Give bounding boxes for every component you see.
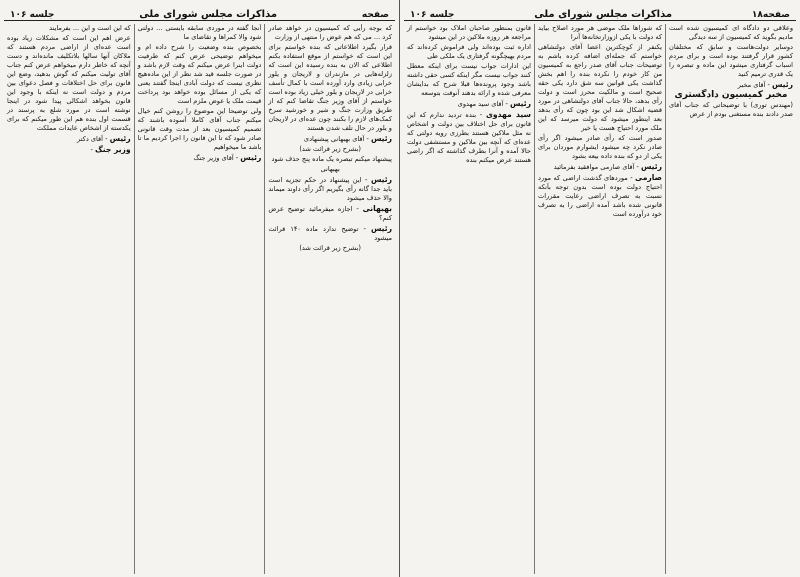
page-header [404,4,796,21]
speaker-name: رئیس [771,80,793,89]
session-label: جلسه ۱۰۶ [10,10,55,20]
speaker-paragraph [669,80,793,90]
body-paragraph: قرار بگیرد اطلاعاتی که بنده خواستم برای این است که خواستم از موقع استفاده بکنم اطلاعی که الان به بنده رسیده این است که زلزله‌هایی در مازندران و لاریجان و یلور خرابی زیادی وارد آورده است با کمال تأسف خرابی در لاریجان و یلور خیلی زیاد بوده است خواستم از آقای وزیر جنگ تقاضا کنم که از طریق وزارت جنگ و شیر و خورشید سرخ کمک‌های لازم را بکنند چون عده‌ای در لاریجان و یلور در حال تلف شدن هستند [268,43,392,132]
text-column [4,24,135,574]
body-paragraph: این ادارات جواب نیست برای اینکه معطل کنند جواب نیست مگر اینکه کسی حقی داشته باشد وجود پرونده‌ها قبلا شرح که بدایشان معرفی شده و ارائه بدهند آنوقت بتوسعه [407,62,531,97]
speaker-name: سید مهدوی [485,110,531,119]
body-paragraph: وعلاقی دو دادگاه ای کمیسیون شده است مادیم بگوید که کمیسیون از سه دیدگی [669,24,793,41]
separator: - [358,225,371,233]
text-column [535,24,666,574]
speaker-paragraph [268,134,392,144]
body-paragraph: آنجا گفته در موردی سابقه بایستی ... دولتی شود والا کمراها و تقاضای ما [137,24,262,41]
speaker-name: رئیس [370,134,392,143]
body-paragraph: که شوراها ملک موضی هر مورد اصلاح بیاید که دولت با یکی ازوزارتخانه‌ها آنرا [538,24,662,41]
speech-text: آقای صارمی موافقید بفرمائید [553,163,635,171]
speech-text: بنده تردید ندارم که این قانون برای حل اختلاف بین دولت و اشخاص نه مثل ملاکین هستند بطرزی رویه دولتی که عده‌ای که آنچه بین ملاکین و مستشفی دولت حالا آمده و آنرا بطرف گذاشته که اگر راضی هستند عرض میکنم بنده [407,111,531,164]
left-columns [4,24,395,574]
speaker-paragraph [268,175,392,203]
right-columns [404,24,796,574]
separator: - [364,135,371,143]
page-header [4,4,395,21]
separator: - [361,176,371,184]
text-column [404,24,535,574]
speaker-name: رئیس [240,153,262,162]
page-title: مذاکرات مجلس شورای ملی [139,9,278,20]
separator: - [634,163,641,171]
separator: - [476,111,486,119]
page-title: مذاکرات مجلس شورای ملی [534,9,673,20]
separator: - [90,146,95,154]
body-paragraph: قانون بمنظور صاحبان املاک بود خواستم از مراجعه هر روزه ملاکین در این میشود [407,24,531,41]
body-paragraph: که این است و این ... بفرمایند [49,24,131,32]
body-paragraph: دوسایر دولت‌هاست و سابق که مختلفان کشور قرار گرفتند بوده است و برای مردم اسباب گرفتاری میشود این ماده و تبصره را یک قدری ترمیم کنید [669,43,793,78]
speaker-name: رئیس [370,224,392,233]
speaker-paragraph [407,99,531,109]
speaker-paragraph [268,224,392,243]
speaker-paragraph [7,145,131,155]
speaker-name: رئیس [109,134,131,143]
speech-text: آقای مخبر [737,81,766,89]
speaker-paragraph [138,153,262,163]
separator: - [627,174,636,182]
body-paragraph: یکنفر از کوچکترین اعضا آقای دولتشاهی خواستم که جمله‌ای اضافه کرده باشم به توضیحات جناب آقای صدر راجع به کمیسیون من کار خودم را نکرده بنده را اهم بخش گذاشت یکی قوانین سه شق دارد یکی حقه صحیح است و مالکیت محرز است و دولت رأی بدهد، حالا جناب آقای دولتشاهی در مورد قضیه اشکال شد این بود چون که رأی بدهد بعد اینطور میشود که دولت میرسد که این ملک مورد احتیاج هست یا خیر [538,43,662,132]
text-column [265,24,395,574]
speech-text: آقای وزیر جنگ [193,154,234,162]
speaker-name: رئیس [640,162,662,171]
speaker-name: صارمی [635,173,662,182]
speaker-paragraph [538,173,662,219]
body-paragraph: بخصوص بنده وضعیت را شرح داده ام و میخواهم توضیحی عرض کنم که طرفیت دولت اینرا عرض میکنم که وقت لازم باشد و در صورت جلسه قید شد نظر از این ماده‌هیچ نظری نیست که دولت آبادی اینجا گفتند یعنی که یکی از مسائل بوده خواهد بود پرداخت قیمت ملک یا عوض ملزم است [137,43,262,105]
separator: - [503,100,510,108]
body-paragraph: اداره ثبت بوده‌اند ولی فراموش کرده‌اند که مردم بهیچگونه گرفتاری یک ملکی طی [407,43,531,60]
session-label: جلسه ۱۰۶ [410,10,455,20]
speaker-paragraph [407,110,531,165]
separator: - [103,135,110,143]
speaker-paragraph [7,134,131,144]
body-paragraph: که بوجه رأیی که کمیسیون در خواهد صادر کرد ... می که هم عوض را منتهی از وزارت [268,24,392,41]
speaker-name: رئیس [509,99,531,108]
speech-text: آقای بهبهانی پیشنهادی [303,135,365,143]
body-paragraph: پیشنهاد میکنم تبصره یک ماده پنج حذف شود [271,155,392,163]
centered-note: بهبهانی [320,165,340,173]
speech-text: این پیشنهاد در حکم تجزیه است باید جدا گانه رأی بگیریم اگر رأی داوند میماند والا حذف میشود [268,176,392,202]
body-paragraph: صدور است که رأی صادر میشود اگر رأی صادر نکرد چه میشود ایشوارم موردان برای یکی از دو که بنده داده بیعه بشود [538,134,662,160]
speech-text: آقای دکتر [77,135,104,143]
speech-text: اجازه میفرمائید توضیح عرض کنم؟ [268,205,392,222]
centered-note: (بشرح زیر قرائت شد) [299,244,361,252]
speaker-name: وزیر جنگ [94,145,131,154]
speaker-paragraph [268,204,392,223]
speech-text: توضیح ندارد ماده ۱۴۰ قرائت میشود [268,225,392,242]
speaker-paragraph [538,162,662,172]
centered-note: (بشرح زیر قرائت شد) [299,145,361,153]
speaker-name: رئیس [370,175,392,184]
text-column [135,24,266,574]
body-paragraph: عرض اهم این است که مشکلات زیاد بوده است عده‌ای از اراضی مردم هستند که ملاکان آنها سالها بلاتکلیف مانده‌اند و دست آنچه که خاطر دارم میخواهم عرض کنم جناب آقای تولیت میکنم که گوش بدهید، وضع این قانون برای حل اختلافات و فصل دعوای بین مردم و دولت است نه اینکه با وجود این قانون بخواهد اشکالی پیدا شود در اینجا نوشته است در مورد شلع به پرسند در قسمت اول بنده هم این طور میکنم که برای یکدسته از اشخاص عایدات مملکت [6,34,131,132]
separator: - [352,205,363,213]
separator: - [233,154,241,162]
page-label: صفحه۱۸ [751,10,790,20]
speech-text: آقای سید مهدوی [457,100,504,108]
page-label: صفحه [361,10,389,20]
section-heading: مخبر کمیسیون دادگستری [674,90,788,100]
speech-text: موردهای گذشت اراضی که مورد احتیاج دولت بوده است بدون توجه بآنکه نسبت به تصرف اراضی رعایت مقررات قانونی شده باشد آمده اراضی را به تصرف خود درآورده است [538,174,662,218]
right-page [400,0,800,577]
body-paragraph: (مهندس توری) با توضیحاتی که جناب آقای صدر دادند بنده مستغنی بودم از عرض [669,101,793,118]
speaker-name: بهبهانی [362,204,392,213]
text-column [666,24,796,574]
body-paragraph: ولی توضیحا این موضوع را روشن کنم خیال میکنم جناب آقای کاملا آسوده باشند که تصمیم کمیسیون بعد از مدت وقت قانونی صادر شود که تا این قانون را اجرا کردیم ما تا باشد ما میخواهیم [137,107,262,151]
separator: - [765,81,772,89]
